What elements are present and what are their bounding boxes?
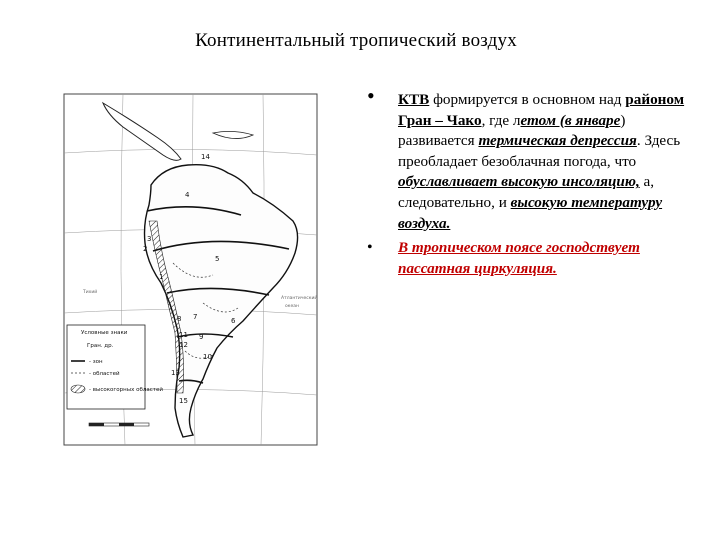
- zone-label-3: 3: [147, 235, 152, 243]
- term-gran-chaco: районом Гран – Чако: [398, 91, 685, 129]
- text-span: формируется в основном над: [429, 91, 626, 108]
- term-ktv: КТВ: [398, 91, 430, 108]
- bullet-trade-winds: [367, 238, 697, 279]
- text-content: [367, 83, 697, 279]
- legend-highland-text: - высокогорных областей: [89, 387, 163, 393]
- trade-wind-statement: В тропическом поясе господствует пассатная циркуляция.: [398, 239, 640, 277]
- term-summer-january: етом (в январе: [520, 111, 621, 129]
- zone-label-10: 10: [203, 353, 212, 361]
- zone-label-8: 8: [177, 315, 182, 323]
- bullet-dot: •: [367, 83, 375, 108]
- legend-highland-swatch: [71, 385, 85, 393]
- scale-bar: [89, 423, 149, 426]
- slide-title: [0, 30, 720, 52]
- legend-zone-text: - зон: [89, 359, 103, 365]
- legend-boundaries-label: Гран. др.: [87, 343, 114, 349]
- text-span: . Здесь преобладает безоблачная погода, что: [398, 132, 681, 170]
- text-span: ) развивается: [398, 111, 626, 150]
- climate-zones-map: [63, 93, 318, 446]
- text-span: а, следовательно, и: [398, 173, 655, 211]
- zone-label-5: 5: [215, 255, 220, 263]
- bullet-dot: •: [367, 239, 373, 257]
- zone-label-6: 6: [231, 317, 236, 325]
- zone-label-14: 14: [201, 153, 210, 161]
- zone-label-7: 7: [193, 313, 198, 321]
- zone-label-2: 2: [143, 245, 148, 253]
- ocean-label-pacific: Тихий: [83, 290, 98, 295]
- zone-label-13: 13: [171, 369, 180, 377]
- zone-label-9: 9: [199, 333, 204, 341]
- zone-label-15: 15: [179, 397, 188, 405]
- term-high-insolation: обуславливает высокую инсоляцию,: [398, 173, 640, 191]
- bullet-ktv: [367, 83, 697, 234]
- zone-label-1: 1: [159, 273, 164, 281]
- ocean-label-atlantic: Атлантический: [281, 296, 318, 301]
- zone-label-11: 11: [179, 331, 188, 339]
- legend-region-text: - областей: [89, 371, 120, 377]
- map-legend-box: [67, 325, 145, 409]
- legend-title: Условные знаки: [81, 330, 128, 336]
- text-span: , где л: [481, 111, 521, 129]
- slide-title-text: Континентальный тропический воздух: [195, 30, 517, 51]
- term-thermal-depression: термическая депрессия: [478, 132, 637, 150]
- ocean-label-ocean: океан: [285, 304, 299, 309]
- zone-label-4: 4: [185, 191, 190, 199]
- term-high-temperature: высокую температуру воздуха.: [398, 193, 663, 232]
- zone-label-12: 12: [179, 341, 188, 349]
